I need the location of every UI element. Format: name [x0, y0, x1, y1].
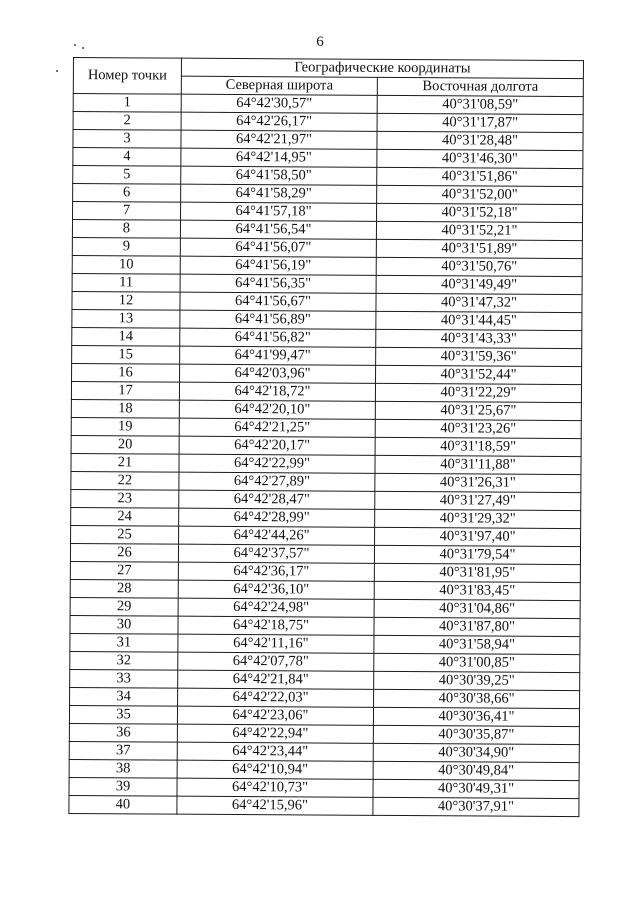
- point-number-cell: 35: [69, 705, 177, 724]
- latitude-cell: 64°42'24,98": [178, 598, 374, 617]
- latitude-cell: 64°42'21,84": [178, 670, 374, 689]
- point-number-cell: 26: [70, 543, 178, 562]
- scan-speck: [56, 70, 58, 72]
- point-number-cell: 13: [72, 309, 180, 328]
- latitude-cell: 64°42'30,57": [181, 94, 377, 113]
- longitude-cell: 40°31'49,49": [376, 275, 582, 294]
- point-number-cell: 5: [73, 166, 181, 185]
- latitude-cell: 64°41'56,07": [180, 238, 376, 257]
- longitude-cell: 40°31'28,48": [377, 131, 583, 150]
- longitude-cell: 40°31'81,95": [374, 563, 580, 582]
- latitude-cell: 64°41'99,47": [180, 346, 376, 365]
- longitude-cell: 40°30'36,41": [373, 707, 579, 726]
- point-number-cell: 36: [69, 723, 177, 742]
- latitude-cell: 64°42'22,03": [178, 688, 374, 707]
- coordinates-table: [68, 57, 584, 817]
- latitude-cell: 64°41'57,18": [181, 202, 377, 221]
- latitude-cell: 64°42'22,94": [177, 724, 373, 743]
- longitude-cell: 40°31'51,86": [377, 167, 583, 186]
- point-number-cell: 39: [69, 777, 177, 796]
- latitude-cell: 64°42'07,78": [178, 652, 374, 671]
- latitude-cell: 64°42'10,94": [177, 760, 373, 779]
- latitude-cell: 64°42'27,89": [179, 472, 375, 491]
- latitude-cell: 64°42'23,44": [177, 742, 373, 761]
- point-number-cell: 15: [72, 345, 180, 364]
- longitude-cell: 40°31'18,59": [375, 437, 581, 456]
- point-number-cell: 9: [72, 237, 180, 256]
- longitude-cell: 40°31'22,29": [375, 383, 581, 402]
- longitude-cell: 40°31'52,18": [377, 203, 583, 222]
- point-number-cell: 30: [70, 615, 178, 634]
- point-number-cell: 33: [70, 669, 178, 688]
- latitude-cell: 64°42'28,99": [179, 508, 375, 527]
- longitude-cell: 40°31'79,54": [374, 545, 580, 564]
- point-number-cell: 25: [71, 525, 179, 544]
- longitude-cell: 40°31'11,88": [375, 455, 581, 474]
- point-number-cell: 40: [69, 795, 177, 814]
- latitude-cell: 64°42'14,95": [181, 148, 377, 167]
- latitude-cell: 64°42'21,25": [179, 418, 375, 437]
- latitude-cell: 64°42'21,97": [181, 130, 377, 149]
- latitude-cell: 64°42'22,99": [179, 454, 375, 473]
- point-number-cell: 22: [71, 471, 179, 490]
- longitude-cell: 40°31'29,32": [375, 509, 581, 528]
- latitude-cell: 64°42'03,96": [180, 364, 376, 383]
- longitude-cell: 40°31'83,45": [374, 581, 580, 600]
- longitude-cell: 40°31'44,45": [376, 311, 582, 330]
- point-number-cell: 23: [71, 489, 179, 508]
- longitude-cell: 40°31'50,76": [376, 257, 582, 276]
- latitude-cell: 64°41'56,89": [180, 310, 376, 329]
- longitude-cell: 40°30'35,87": [373, 725, 579, 744]
- latitude-cell: 64°42'18,75": [178, 616, 374, 635]
- longitude-cell: 40°31'97,40": [375, 527, 581, 546]
- page-number: 6: [316, 34, 324, 50]
- latitude-cell: 64°41'56,19": [180, 256, 376, 275]
- longitude-cell: 40°31'52,00": [377, 185, 583, 204]
- point-number-cell: 8: [72, 220, 180, 239]
- point-number-cell: 12: [72, 291, 180, 310]
- latitude-cell: 64°41'58,50": [181, 166, 377, 185]
- latitude-cell: 64°42'23,06": [177, 706, 373, 725]
- point-number-cell: 27: [70, 561, 178, 580]
- point-number-cell: 28: [70, 579, 178, 598]
- latitude-cell: 64°42'44,26": [179, 526, 375, 545]
- point-number-cell: 16: [72, 363, 180, 382]
- point-number-cell: 3: [73, 130, 181, 149]
- point-number-cell: 6: [73, 184, 181, 203]
- point-number-cell: 29: [70, 597, 178, 616]
- longitude-cell: 40°31'58,94": [374, 635, 580, 654]
- longitude-cell: 40°30'34,90": [373, 743, 579, 762]
- latitude-cell: 64°41'58,29": [181, 184, 377, 203]
- longitude-cell: 40°31'46,30": [377, 149, 583, 168]
- point-number-cell: 1: [73, 94, 181, 113]
- point-number-cell: 19: [71, 417, 179, 436]
- header-geo-coordinates: Географические координаты: [181, 58, 583, 78]
- latitude-cell: 64°42'10,73": [177, 778, 373, 797]
- latitude-cell: 64°42'11,16": [178, 634, 374, 653]
- latitude-cell: 64°42'36,17": [178, 562, 374, 581]
- longitude-cell: 40°30'49,84": [373, 761, 579, 780]
- point-number-cell: 2: [73, 112, 181, 131]
- table-body: [69, 94, 583, 817]
- header-point-number: Номер точки: [73, 58, 181, 95]
- latitude-cell: 64°42'28,47": [179, 490, 375, 509]
- longitude-cell: 40°30'39,25": [374, 671, 580, 690]
- longitude-cell: 40°31'87,80": [374, 617, 580, 636]
- longitude-cell: 40°31'52,44": [376, 365, 582, 384]
- latitude-cell: 64°42'26,17": [181, 112, 377, 131]
- longitude-cell: 40°30'37,91": [373, 797, 579, 816]
- longitude-cell: 40°31'04,86": [374, 599, 580, 618]
- header-longitude: Восточная долгота: [377, 77, 583, 96]
- longitude-cell: 40°31'00,85": [374, 653, 580, 672]
- latitude-cell: 64°42'15,96": [177, 796, 373, 815]
- latitude-cell: 64°42'36,10": [178, 580, 374, 599]
- point-number-cell: 11: [72, 273, 180, 292]
- point-number-cell: 34: [70, 687, 178, 706]
- point-number-cell: 17: [71, 381, 179, 400]
- longitude-cell: 40°31'52,21": [376, 221, 582, 240]
- longitude-cell: 40°31'59,36": [376, 347, 582, 366]
- longitude-cell: 40°31'27,49": [375, 491, 581, 510]
- longitude-cell: 40°31'51,89": [376, 239, 582, 258]
- longitude-cell: 40°30'49,31": [373, 779, 579, 798]
- longitude-cell: 40°31'23,26": [375, 419, 581, 438]
- latitude-cell: 64°42'20,10": [179, 400, 375, 419]
- point-number-cell: 38: [69, 759, 177, 778]
- point-number-cell: 37: [69, 741, 177, 760]
- latitude-cell: 64°41'56,67": [180, 292, 376, 311]
- table-row: [69, 795, 579, 816]
- point-number-cell: 10: [72, 255, 180, 274]
- point-number-cell: 20: [71, 435, 179, 454]
- latitude-cell: 64°41'56,35": [180, 274, 376, 293]
- longitude-cell: 40°31'25,67": [375, 401, 581, 420]
- point-number-cell: 7: [73, 202, 181, 221]
- latitude-cell: 64°42'37,57": [178, 544, 374, 563]
- table-header-row: [73, 58, 583, 79]
- point-number-cell: 18: [71, 399, 179, 418]
- longitude-cell: 40°31'26,31": [375, 473, 581, 492]
- point-number-cell: 21: [71, 453, 179, 472]
- header-latitude: Северная широта: [181, 76, 377, 95]
- longitude-cell: 40°31'47,32": [376, 293, 582, 312]
- point-number-cell: 4: [73, 148, 181, 167]
- latitude-cell: 64°41'56,54": [180, 220, 376, 239]
- latitude-cell: 64°41'56,82": [180, 328, 376, 347]
- latitude-cell: 64°42'20,17": [179, 436, 375, 455]
- longitude-cell: 40°31'17,87": [377, 113, 583, 132]
- latitude-cell: 64°42'18,72": [179, 382, 375, 401]
- point-number-cell: 32: [70, 651, 178, 670]
- point-number-cell: 31: [70, 633, 178, 652]
- longitude-cell: 40°30'38,66": [374, 689, 580, 708]
- point-number-cell: 14: [72, 327, 180, 346]
- longitude-cell: 40°31'08,59": [377, 95, 583, 114]
- point-number-cell: 24: [71, 507, 179, 526]
- longitude-cell: 40°31'43,33": [376, 329, 582, 348]
